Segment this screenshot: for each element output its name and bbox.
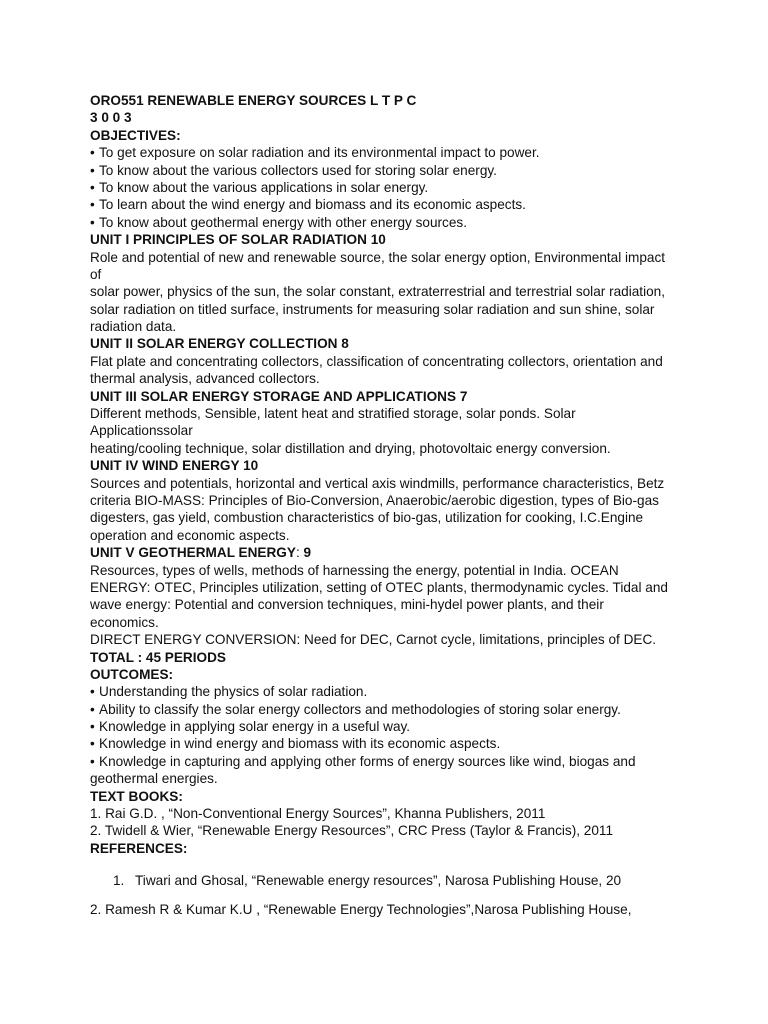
syllabus-body bbox=[90, 92, 690, 857]
unit-4-text: Sources and potentials, horizontal and vertical axis windmills, performance characteristics, Betz bbox=[90, 475, 665, 491]
reference-item-1 bbox=[113, 872, 621, 889]
objective-item: • To get exposure on solar radiation and its environmental impact to power. bbox=[90, 144, 690, 161]
objective-item: • To know about the various applications in solar energy. bbox=[90, 179, 690, 196]
unit-1-text: radiation data. bbox=[90, 319, 177, 335]
unit-3-text: Applicationssolar bbox=[90, 423, 193, 439]
unit-2-text: Flat plate and concentrating collectors, classification of concentrating collectors, orientation and bbox=[90, 353, 663, 369]
unit-5-text: DIRECT ENERGY CONVERSION: Need for DEC, Carnot cycle, limitations, principles of DEC. bbox=[90, 632, 657, 648]
unit-4-text: operation and economic aspects. bbox=[90, 527, 290, 543]
outcome-item: • Knowledge in capturing and applying other forms of energy sources like wind, biogas and bbox=[90, 753, 690, 770]
unit-2-heading: UNIT II SOLAR ENERGY COLLECTION 8 bbox=[90, 336, 349, 352]
outcome-item: • Understanding the physics of solar radiation. bbox=[90, 683, 690, 700]
outcome-item: • Knowledge in applying solar energy in a useful way. bbox=[90, 718, 690, 735]
reference-item-2: 2. Ramesh R & Kumar K.U , “Renewable Energy Technologies”,Narosa Publishing House, bbox=[90, 902, 632, 917]
objectives-heading: OBJECTIVES: bbox=[90, 127, 181, 143]
unit-3-text: heating/cooling technique, solar distillation and drying, photovoltaic energy conversion. bbox=[90, 440, 611, 456]
unit-1-text: solar power, physics of the sun, the solar constant, extraterrestrial and terrestrial solar radiation, bbox=[90, 284, 665, 300]
unit-5-heading-line bbox=[90, 544, 690, 561]
unit-5-text: wave energy: Potential and conversion techniques, mini-hydel power plants, and their bbox=[90, 597, 604, 613]
unit-5-text: Resources, types of wells, methods of harnessing the energy, potential in India. OCEAN bbox=[90, 562, 619, 578]
unit-1-heading: UNIT I PRINCIPLES OF SOLAR RADIATION 10 bbox=[90, 232, 386, 248]
unit-5-text: ENERGY: OTEC, Principles utilization, setting of OTEC plants, thermodynamic cycles. Tidal and bbox=[90, 579, 668, 595]
unit-1-text: of bbox=[90, 266, 102, 282]
unit-3-text: Different methods, Sensible, latent heat and stratified storage, solar ponds. Solar bbox=[90, 406, 576, 422]
text-books-heading: TEXT BOOKS: bbox=[90, 788, 183, 804]
unit-5-heading: UNIT V GEOTHERMAL ENERGY bbox=[90, 545, 296, 561]
unit-3-heading: UNIT III SOLAR ENERGY STORAGE AND APPLICATIONS 7 bbox=[90, 388, 468, 404]
outcome-item: • Ability to classify the solar energy collectors and methodologies of storing solar energy. bbox=[90, 701, 690, 718]
ltpc-values: 3 0 0 3 bbox=[90, 110, 132, 126]
outcomes-heading: OUTCOMES: bbox=[90, 666, 174, 682]
objective-item: • To learn about the wind energy and biomass and its economic aspects. bbox=[90, 196, 690, 213]
unit-4-heading: UNIT IV WIND ENERGY 10 bbox=[90, 458, 259, 474]
unit-5-heading-colon: : bbox=[295, 545, 304, 561]
text-book-item: 2. Twidell & Wier, “Renewable Energy Resources”, CRC Press (Taylor & Francis), 2011 bbox=[90, 823, 614, 839]
unit-2-text: thermal analysis, advanced collectors. bbox=[90, 371, 320, 387]
unit-4-text: criteria BIO-MASS: Principles of Bio-Conversion, Anaerobic/aerobic digestion, types of Bio-gas bbox=[90, 492, 659, 508]
reference-number: 1. bbox=[113, 873, 125, 888]
unit-1-text: solar radiation on titled surface, instruments for measuring solar radiation and sun shine, solar bbox=[90, 301, 655, 317]
references-heading: REFERENCES: bbox=[90, 840, 188, 856]
unit-4-text: digesters, gas yield, combustion characteristics of bio-gas, utilization for cooking, I.C.Engine bbox=[90, 510, 644, 526]
reference-text: Tiwari and Ghosal, “Renewable energy resources”, Narosa Publishing House, 20 bbox=[135, 873, 622, 888]
outcome-item: • Knowledge in wind energy and biomass with its economic aspects. bbox=[90, 735, 690, 752]
unit-5-hours: 9 bbox=[303, 545, 312, 561]
outcome-item-continuation: geothermal energies. bbox=[90, 771, 218, 787]
unit-1-text: Role and potential of new and renewable source, the solar energy option, Environmental impact bbox=[90, 249, 666, 265]
unit-5-text: economics. bbox=[90, 614, 159, 630]
total-periods: TOTAL : 45 PERIODS bbox=[90, 649, 226, 665]
course-title: ORO551 RENEWABLE ENERGY SOURCES L T P C bbox=[90, 93, 417, 108]
objective-item: • To know about the various collectors used for storing solar energy. bbox=[90, 162, 690, 179]
objective-item: • To know about geothermal energy with other energy sources. bbox=[90, 214, 690, 231]
text-book-item: 1. Rai G.D. , “Non-Conventional Energy Sources”, Khanna Publishers, 2011 bbox=[90, 806, 546, 822]
